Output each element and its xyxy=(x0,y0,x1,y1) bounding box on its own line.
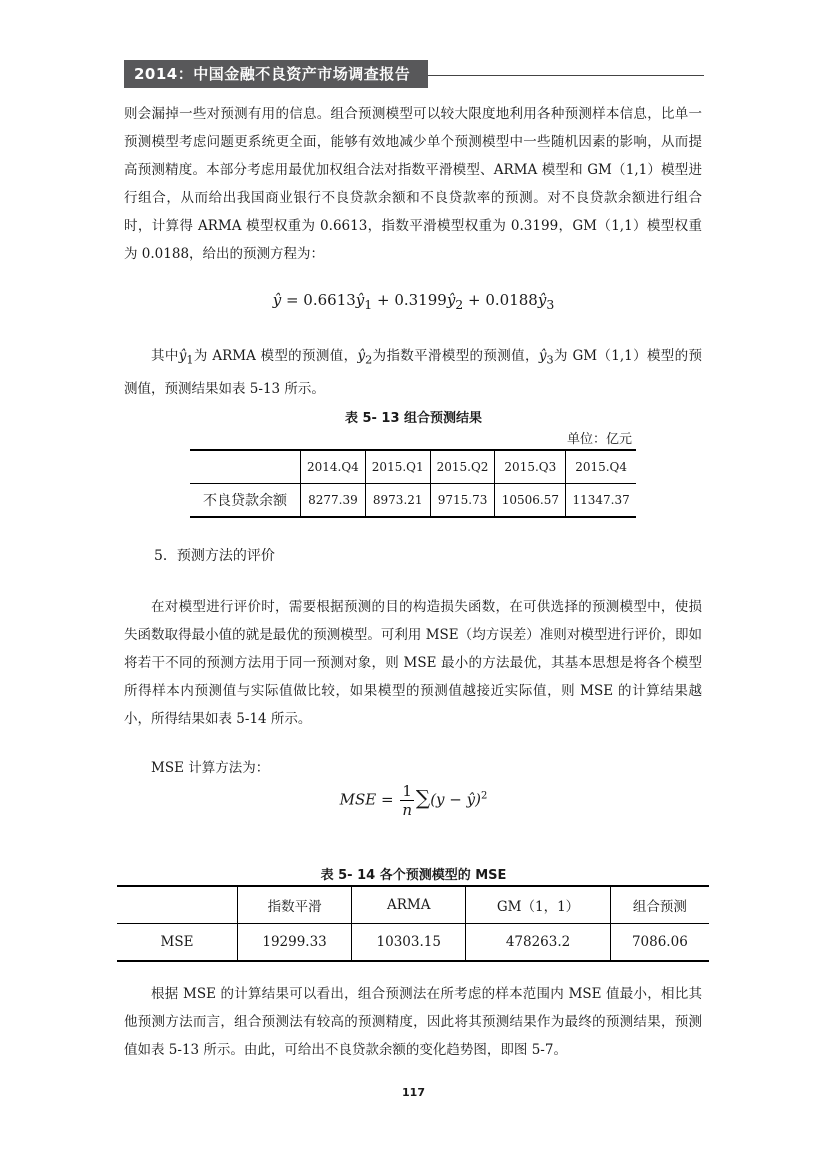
paragraph-evaluation: 在对模型进行评价时，需要根据预测的目的构造损失函数，在可供选择的预测模型中，使损失函数取得最小值的就是最优的预测模型。可利用 MSE（均方误差）准则对模型进行评价，即如将若干不同的预测方法用于同一预测对象，则 MSE 最小的方法最优，其基本思想是将各个模型所得样本内预测值与实际值做比较，如果模型的预测值越接近实际值，则 MSE 的计算结果越小，所得结果如表 5-14 所示。 xyxy=(124,599,702,727)
table1-header-row xyxy=(190,450,636,484)
table1-cell: 8277.39 xyxy=(301,484,366,518)
table1-col-header: 2015.Q2 xyxy=(430,450,495,484)
table1-cell: 8973.21 xyxy=(365,484,430,518)
var-y3-sub: 3 xyxy=(546,353,554,367)
table2-row-mse xyxy=(117,924,709,962)
table2-col-header: 组合预测 xyxy=(610,886,709,924)
table1-row-label: 不良贷款余额 xyxy=(190,484,301,518)
table2-row-label: MSE xyxy=(117,924,238,962)
mse-formula xyxy=(0,782,827,819)
mse-frac-den: n xyxy=(402,801,412,819)
mse-fraction xyxy=(400,782,414,819)
mse-lhs: MSE xyxy=(339,790,377,809)
paragraph-mse-method: MSE 计算方法为： xyxy=(151,760,270,776)
page-number: 117 xyxy=(402,1086,425,1099)
table1-row-npl-balance xyxy=(190,484,636,518)
mse-comparison-table xyxy=(117,885,709,962)
table1-col-header: 2015.Q4 xyxy=(566,450,636,484)
var-y3: ŷ xyxy=(538,348,547,364)
eq-yhat: ŷ xyxy=(272,291,282,309)
eq-y3: ŷ xyxy=(537,291,547,309)
paragraph-combination-model: 则会漏掉一些对预测有用的信息。组合预测模型可以较大限度地利用各种预测样本信息，比单一预测模型考虑问题更系统更全面，能够有效地减少单个预测模型中一些随机因素的影响，从而提高预测精度。本部分考虑用最优加权组合法对指数平滑模型、ARMA 模型和 GM（1,1）模型进行组合，从而给出我国商业银行不良贷款余额和不良贷款率的预测。对不良贷款余额进行组合时，计算得 ARMA 模型权重为 0.6613，指数平滑模型权重为 0.3199，GM（1,1）模型权重为 0.0188，给出的预测方程为： xyxy=(124,106,702,262)
table1-unit: 单位：亿元 xyxy=(566,432,632,447)
mse-body: (y − ŷ) xyxy=(430,790,481,809)
table2-col-header: GM（1，1） xyxy=(466,886,610,924)
p2-part-d: 为 GM（1,1）模型的预测值，预测结果如表 5-13 所示。 xyxy=(124,348,702,397)
mse-frac-num: 1 xyxy=(402,782,412,800)
var-y2: ŷ xyxy=(357,348,366,364)
section-heading-evaluation: 5．预测方法的评价 xyxy=(154,548,275,564)
eq-coef1: = 0.6613 xyxy=(281,291,356,309)
table1-col-header: 2015.Q3 xyxy=(495,450,566,484)
p2-part-a: 其中 xyxy=(151,348,179,364)
paragraph-conclusion: 根据 MSE 的计算结果可以看出，组合预测法在所考虑的样本范围内 MSE 值最小，相比其他预测方法而言，组合预测法有较高的预测精度，因此将其预测结果作为最终的预测结果，预测值如表 5-13 所示。由此，可给出不良贷款余额的变化趋势图，即图 5-7。 xyxy=(124,986,702,1058)
eq-coef3: + 0.0188 xyxy=(463,291,538,309)
forecast-equation xyxy=(0,291,827,312)
table2-col-header: ARMA xyxy=(352,886,466,924)
table2-cell: 7086.06 xyxy=(610,924,709,962)
mse-exponent: 2 xyxy=(480,790,488,802)
table2-cell: 478263.2 xyxy=(466,924,610,962)
paragraph-variable-definitions xyxy=(124,342,702,403)
p2-part-c: 为指数平滑模型的预测值， xyxy=(372,348,539,364)
eq-y2-sub: 2 xyxy=(455,297,464,312)
report-header-title: 2014：中国金融不良资产市场调查报告 xyxy=(124,60,428,88)
var-y1-sub: 1 xyxy=(186,353,194,367)
table1-corner xyxy=(190,450,301,484)
table2-corner xyxy=(117,886,238,924)
combined-forecast-table xyxy=(190,449,636,518)
eq-y3-sub: 3 xyxy=(546,297,555,312)
table1-cell: 9715.73 xyxy=(430,484,495,518)
table2-col-header: 指数平滑 xyxy=(238,886,352,924)
table1-cell: 11347.37 xyxy=(566,484,636,518)
table2-header-row xyxy=(117,886,709,924)
table1-col-header: 2014.Q4 xyxy=(301,450,366,484)
eq-y1: ŷ xyxy=(355,291,365,309)
p2-part-b: 为 ARMA 模型的预测值， xyxy=(193,348,358,364)
var-y1: ŷ xyxy=(178,348,187,364)
mse-equals: = xyxy=(381,790,394,809)
header-rule xyxy=(428,75,704,76)
table2-cell: 10303.15 xyxy=(352,924,466,962)
table1-caption: 表 5- 13 组合预测结果 xyxy=(344,411,483,426)
table2-caption: 表 5- 14 各个预测模型的 MSE xyxy=(320,868,507,883)
sum-symbol: ∑ xyxy=(415,785,431,810)
table1-col-header: 2015.Q1 xyxy=(365,450,430,484)
table2-cell: 19299.33 xyxy=(238,924,352,962)
table1-cell: 10506.57 xyxy=(495,484,566,518)
eq-y1-sub: 1 xyxy=(364,297,373,312)
eq-y2: ŷ xyxy=(446,291,456,309)
eq-coef2: + 0.3199 xyxy=(372,291,447,309)
var-y2-sub: 2 xyxy=(365,353,373,367)
